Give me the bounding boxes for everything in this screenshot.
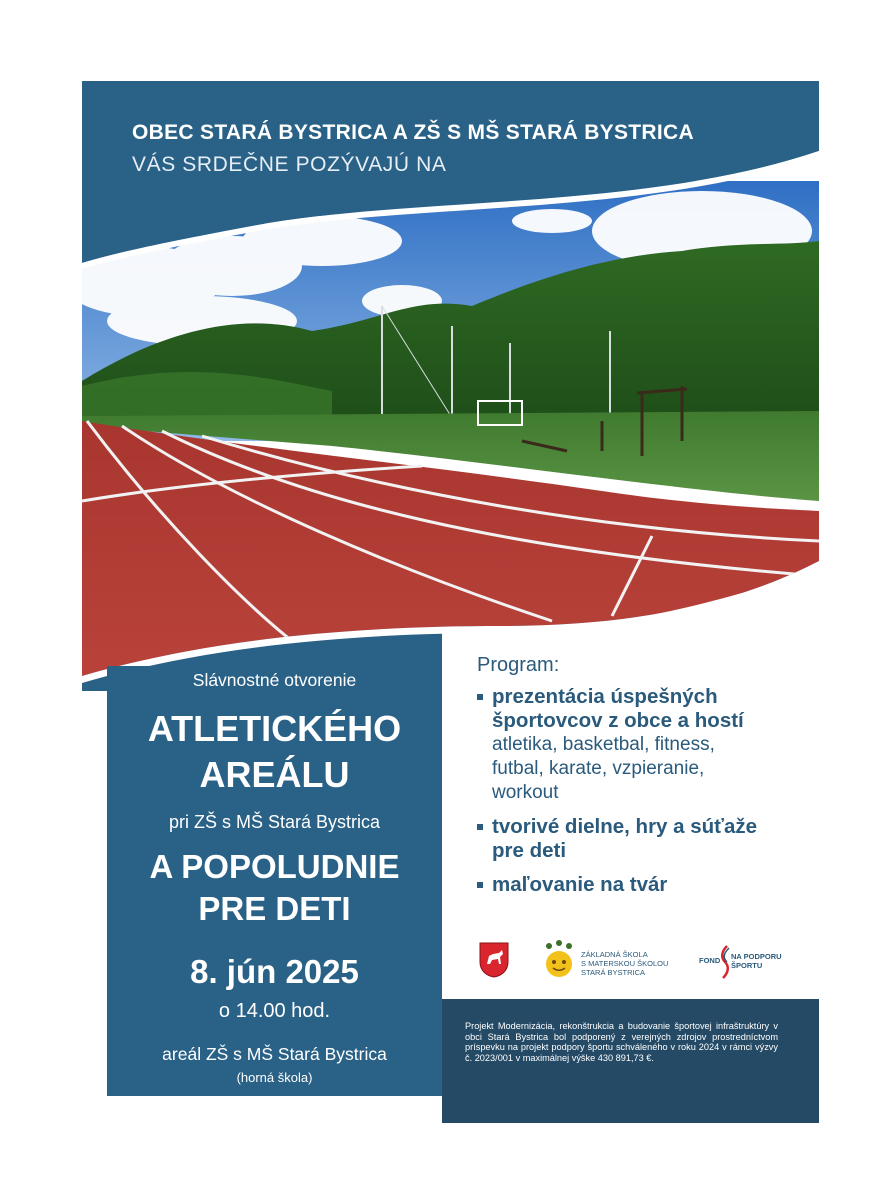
event-subtitle-line2: PRE DETI: [198, 890, 351, 927]
program-item-title: pre deti: [492, 839, 567, 862]
program-item-title: športovcov z obce a hostí: [492, 709, 744, 732]
program-item-detail: atletika, basketbal, fitness,: [492, 734, 715, 755]
program-item-detail: workout: [492, 782, 559, 803]
program-item-title: prezentácia úspešných: [492, 685, 718, 708]
fund-logo-swoosh-icon: [719, 944, 731, 980]
event-venue: areál ZŠ s MŠ Stará Bystrica: [162, 1044, 387, 1064]
fund-logo-right-line1: NA PODPORU: [731, 952, 782, 961]
event-time: o 14.00 hod.: [218, 1000, 331, 1022]
event-venue-note: (horná škola): [236, 1070, 313, 1085]
header: [132, 121, 694, 177]
bullet-icon: [477, 882, 483, 888]
program-item-title: tvorivé dielne, hry a súťaže: [492, 815, 758, 838]
event-subtitle: [107, 846, 442, 930]
village-coat-of-arms-icon: [479, 942, 509, 978]
event-date: 8. jún 2025: [190, 953, 359, 990]
header-organizers: OBEC STARÁ BYSTRICA A ZŠ S MŠ STARÁ BYSTRICA: [132, 121, 694, 144]
school-name-line1: ZÁKLADNÁ ŠKOLA: [581, 950, 648, 959]
fund-logo-right-line2: ŠPORTU: [731, 961, 763, 970]
logos: [477, 936, 817, 996]
fund-logo-left-text: FOND: [699, 956, 721, 965]
fund-logo-right-text: [731, 952, 782, 970]
event-panel: [107, 666, 442, 1096]
program-heading: Program:: [477, 654, 560, 676]
event-title: [107, 706, 442, 798]
event-location-school: pri ZŠ s MŠ Stará Bystrica: [168, 812, 381, 832]
school-name-line3: STARÁ BYSTRICA: [581, 968, 646, 977]
bullet-icon: [477, 694, 483, 700]
fund-logo: [699, 944, 789, 980]
school-logo-text: [581, 950, 668, 977]
poster: [82, 81, 819, 1123]
event-title-line2: AREÁLU: [199, 754, 350, 795]
school-name-line2: S MATERSKOU ŠKOLOU: [581, 959, 669, 968]
project-footnote: Projekt Modernizácia, rekonštrukcia a budovanie športovej infraštruktúry v obci Stará Bystrica bol podporený z verejných zdrojov prostredníctvom príspevku na projekt podpory športu schváleného v roku 2024 v rámci výzvy č. 2023/001 v maximálnej výške 430 891,73 €.: [465, 1021, 778, 1063]
event-subtitle-line1: A POPOLUDNIE: [149, 848, 400, 885]
event-title-line1: ATLETICKÉHO: [147, 708, 402, 749]
program-item: [477, 873, 807, 897]
program-item-detail: futbal, karate, vzpieranie,: [492, 758, 705, 779]
program-item: [477, 815, 807, 863]
header-invite: VÁS SRDEČNE POZÝVAJÚ NA: [132, 153, 447, 176]
program-item: [477, 685, 807, 805]
event-intro: Slávnostné otvorenie: [192, 670, 357, 690]
bullet-icon: [477, 824, 483, 830]
program-item-title: maľovanie na tvár: [492, 873, 668, 896]
school-logo-icon: [541, 938, 577, 980]
program: [477, 654, 807, 907]
